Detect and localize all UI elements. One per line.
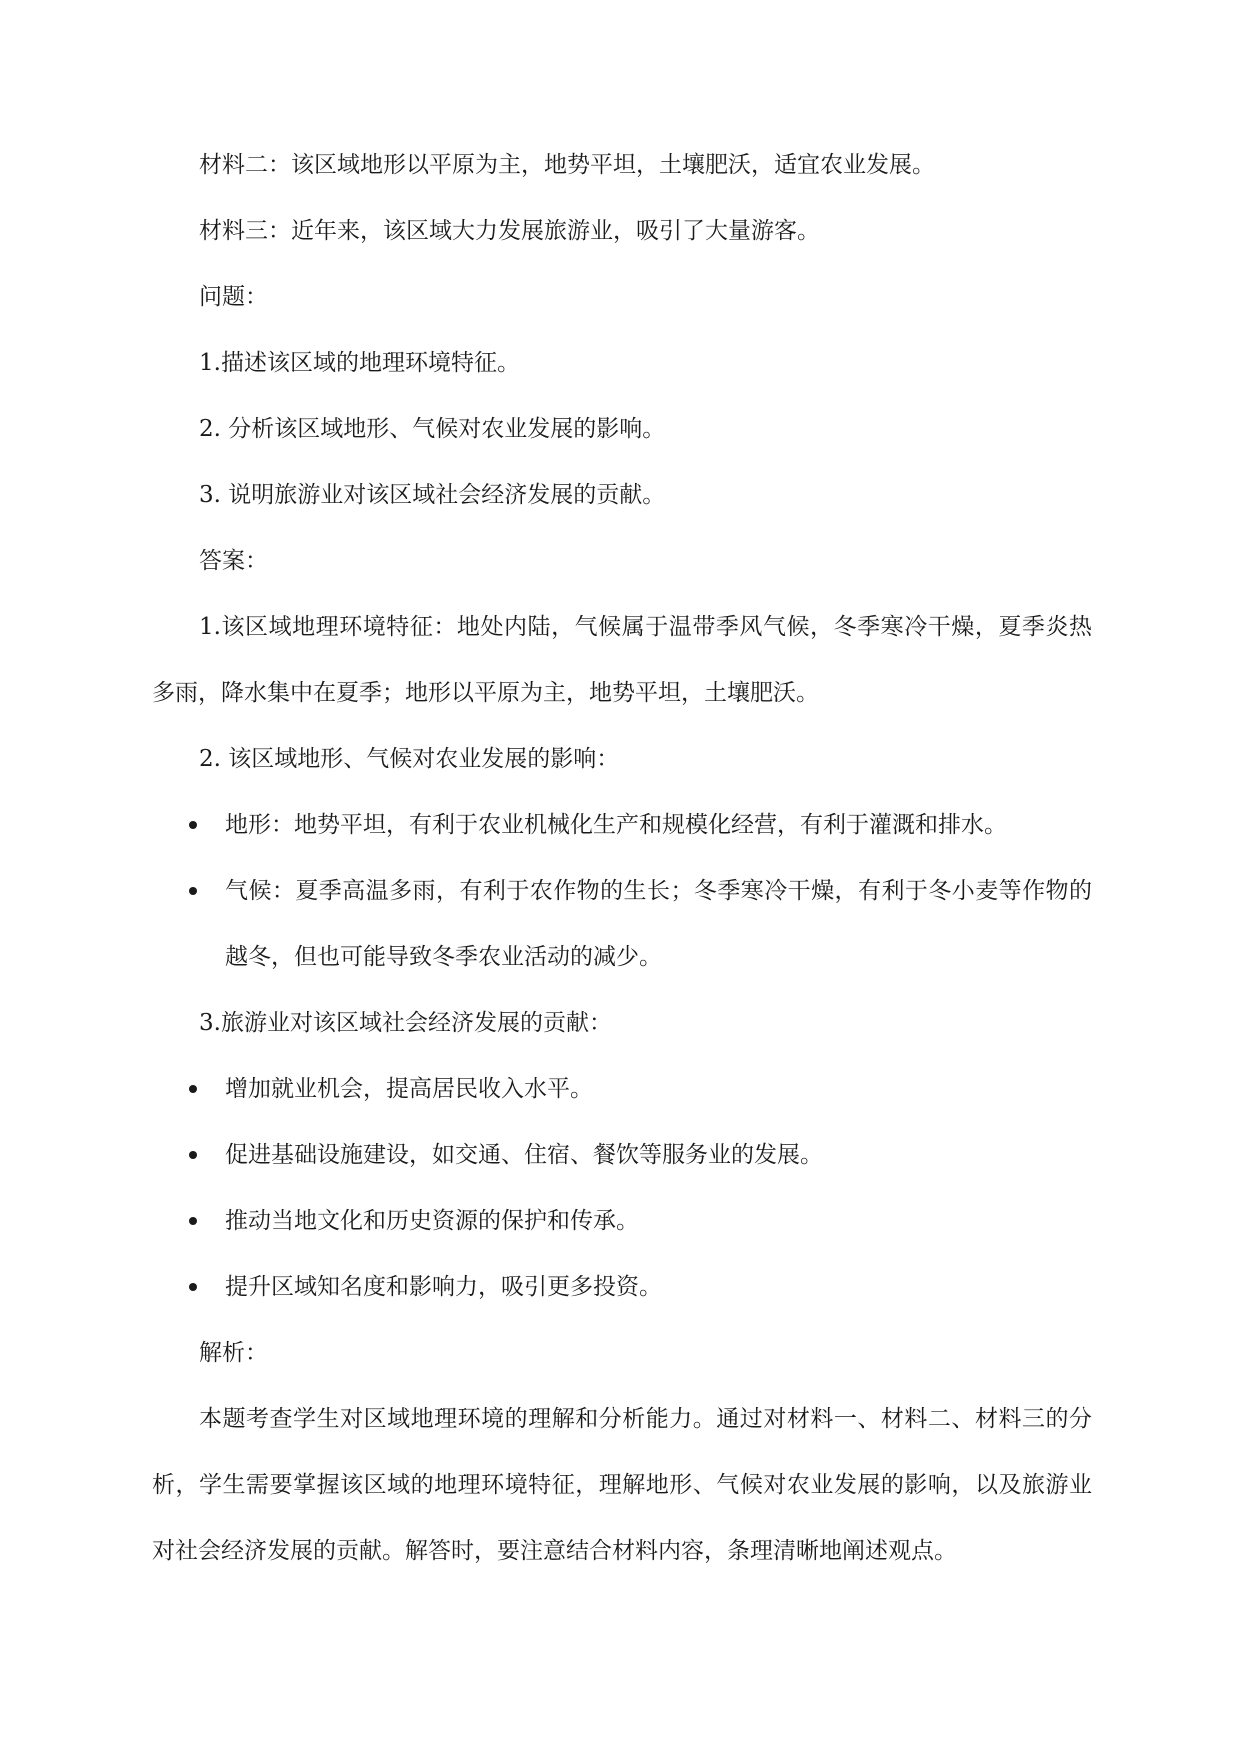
list-item [152, 858, 1092, 990]
list-item-text: 气候：夏季高温多雨，有利于农作物的生长；冬季寒冷干燥，有利于冬小麦等作物的越冬，但也可能导致冬季农业活动的减少。 [225, 878, 1092, 970]
question-3: 3. 说明旅游业对该区域社会经济发展的贡献。 [199, 482, 666, 508]
list-item [152, 1254, 1092, 1320]
bullet-icon [189, 821, 197, 829]
list-item-text: 促进基础设施建设，如交通、住宿、餐饮等服务业的发展。 [225, 1142, 823, 1168]
list-item-text: 提升区域知名度和影响力，吸引更多投资。 [225, 1274, 662, 1300]
list-item [152, 1056, 1092, 1122]
list-item [152, 792, 1092, 858]
bullet-icon [189, 1217, 197, 1225]
questions-heading: 问题： [199, 284, 268, 310]
bullet-icon [189, 887, 197, 895]
bullet-icon [189, 1085, 197, 1093]
bullet-icon [189, 1283, 197, 1291]
analysis-body: 本题考查学生对区域地理环境的理解和分析能力。通过对材料一、材料二、材料三的分析，学生需要掌握该区域的地理环境特征，理解地形、气候对农业发展的影响，以及旅游业对社会经济发展的贡献。解答时，要注意结合材料内容，条理清晰地阐述观点。 [152, 1406, 1092, 1564]
list-item-text: 增加就业机会，提高居民收入水平。 [225, 1076, 593, 1102]
list-item [152, 1122, 1092, 1188]
bullet-icon [189, 1151, 197, 1159]
answers-heading: 答案： [199, 548, 268, 574]
list-item-text: 地形：地势平坦，有利于农业机械化生产和规模化经营，有利于灌溉和排水。 [225, 812, 1007, 838]
answer-2-heading: 2. 该区域地形、气候对农业发展的影响： [199, 746, 620, 772]
material-3-text: 材料三：近年来，该区域大力发展旅游业，吸引了大量游客。 [199, 218, 820, 244]
list-item [152, 1188, 1092, 1254]
answer-1: 1.该区域地理环境特征：地处内陆，气候属于温带季风气候，冬季寒冷干燥，夏季炎热多雨，降水集中在夏季；地形以平原为主，地势平坦，土壤肥沃。 [152, 614, 1092, 706]
analysis-heading: 解析： [199, 1340, 268, 1366]
question-2: 2. 分析该区域地形、气候对农业发展的影响。 [199, 416, 666, 442]
material-2-text: 材料二：该区域地形以平原为主，地势平坦，土壤肥沃，适宜农业发展。 [199, 152, 935, 178]
question-1: 1.描述该区域的地理环境特征。 [199, 350, 520, 376]
answer-3-heading: 3.旅游业对该区域社会经济发展的贡献： [199, 1010, 612, 1036]
list-item-text: 推动当地文化和历史资源的保护和传承。 [225, 1208, 639, 1234]
